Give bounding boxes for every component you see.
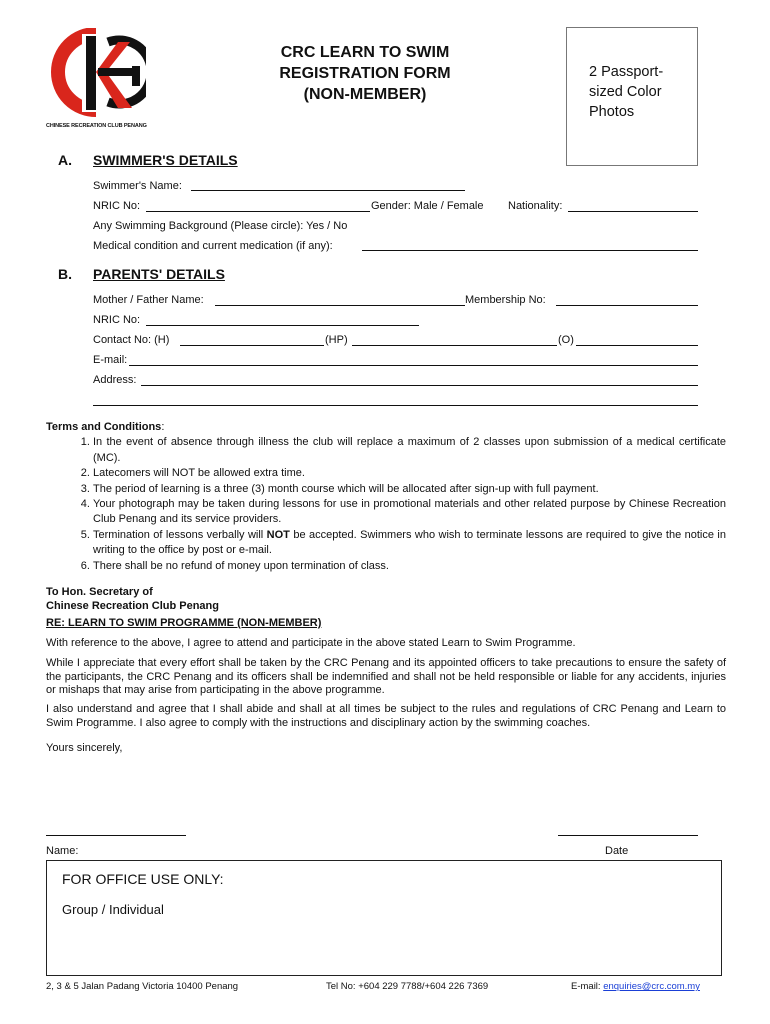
medical-condition-label: Medical condition and current medication (if any): <box>93 240 333 252</box>
contact-hp-field[interactable] <box>352 345 557 346</box>
title-line: (NON-MEMBER) <box>303 86 427 103</box>
terms-item: 4. Your photograph may be taken during lessons for use in promotional materials and other related purpose by Chinese Recreation Club Penang and its service providers. <box>93 497 726 528</box>
parent-name-label: Mother / Father Name: <box>93 294 204 306</box>
title-line: CRC LEARN TO SWIM <box>280 44 450 61</box>
signature-line[interactable] <box>46 835 186 836</box>
contact-office-label: (O) <box>558 334 574 346</box>
swimmer-name-field[interactable] <box>191 190 465 191</box>
letter-paragraph-3: I also understand and agree that I shall abide and shall at all times be subject to the rules and regulations of CRC Penang and Learn to Swim Programme. I also agree to comply with the instructions and disciplinary action by the swimming coaches. <box>46 703 726 729</box>
section-b-letter: B. <box>58 266 72 282</box>
address-label: Address: <box>93 374 137 386</box>
swimmer-nric-field[interactable] <box>146 211 370 212</box>
parent-name-field[interactable] <box>215 305 465 306</box>
section-a-title: SWIMMER'S DETAILS <box>93 152 238 168</box>
letter-paragraph-2: While I appreciate that every effort shall be taken by the CRC Penang and its appointed officers to take precautions to ensure the safety of the participants, the CRC Penang and its officers shall be indemnified and shall not be held responsible or liable for any accidents, injuries or mishaps that may arise from participating in the above programme. <box>46 657 726 697</box>
parent-nric-label: NRIC No: <box>93 314 141 326</box>
gender-label: Gender: Male / Female <box>371 200 484 212</box>
logo-caption: CHINESE RECREATION CLUB PENANG <box>46 123 147 129</box>
contact-home-label: Contact No: (H) <box>93 334 170 346</box>
email-label: E-mail: <box>93 354 128 366</box>
date-line[interactable] <box>558 835 698 836</box>
section-b-title: PARENTS' DETAILS <box>93 266 225 282</box>
photo-instructions <box>589 62 689 122</box>
terms-item: 5. Termination of lessons verbally will NOT be accepted. Swimmers who wish to terminate lessons are required to give the notice in writing to the office by post or e-mail. <box>93 528 726 559</box>
contact-home-field[interactable] <box>180 345 324 346</box>
title-line: REGISTRATION FORM <box>279 65 451 82</box>
letter-paragraph-1: With reference to the above, I agree to attend and participate in the above stated Learn to Swim Programme. <box>46 637 576 649</box>
name-label: Name: <box>46 845 79 857</box>
terms-item: 6. There shall be no refund of money upon termination of class. <box>93 559 726 574</box>
membership-label: Membership No: <box>465 294 546 306</box>
contact-office-field[interactable] <box>576 345 698 346</box>
membership-field[interactable] <box>556 305 698 306</box>
re-line: RE: LEARN TO SWIM PROGRAMME (NON-MEMBER) <box>46 617 322 629</box>
addressee <box>46 585 219 613</box>
swimmer-nric-label: NRIC No: <box>93 200 141 212</box>
club-logo <box>46 28 146 128</box>
address-field-line-2[interactable] <box>93 405 698 406</box>
office-use-title: FOR OFFICE USE ONLY: <box>62 871 224 887</box>
nationality-label: Nationality: <box>508 200 563 212</box>
footer-email <box>571 981 700 992</box>
address-field[interactable] <box>141 385 698 386</box>
swimming-background-label[interactable]: Any Swimming Background (Please circle): Yes / No <box>93 220 348 232</box>
terms-and-conditions <box>46 420 726 574</box>
date-label: Date <box>605 845 629 857</box>
email-field[interactable] <box>129 365 698 366</box>
parent-nric-field[interactable] <box>146 325 419 326</box>
closing: Yours sincerely, <box>46 742 123 754</box>
contact-hp-label: (HP) <box>325 334 348 346</box>
swimmer-name-label: Swimmer's Name: <box>93 180 182 192</box>
footer-email-label: E-mail: <box>571 981 604 992</box>
crc-logo-icon <box>46 28 146 118</box>
terms-item: 2. Latecomers will NOT be allowed extra time. <box>93 466 726 481</box>
footer-tel: Tel No: +604 229 7788/+604 226 7369 <box>326 981 489 992</box>
medical-condition-field[interactable] <box>362 250 698 251</box>
photo-line: sized Color <box>589 84 662 100</box>
nationality-field[interactable] <box>568 211 698 212</box>
photo-line: 2 Passport- <box>589 64 664 80</box>
section-a-letter: A. <box>58 152 72 168</box>
email-link[interactable]: enquiries@crc.com.my <box>603 981 700 992</box>
group-individual-label[interactable]: Group / Individual <box>62 902 164 917</box>
addressee-line: To Hon. Secretary of <box>46 586 153 598</box>
photo-line: Photos <box>589 104 635 120</box>
terms-item: 3. The period of learning is a three (3) month course which will be allocated after sign-up with full payment. <box>93 482 726 497</box>
form-title <box>240 42 490 105</box>
terms-item: 1. In the event of absence through illness the club will replace a maximum of 2 classes upon submission of a medical certificate (MC). <box>93 435 726 466</box>
terms-heading: Terms and Conditions: <box>46 421 165 433</box>
addressee-line: Chinese Recreation Club Penang <box>46 600 219 612</box>
footer-address: 2, 3 & 5 Jalan Padang Victoria 10400 Penang <box>46 981 239 992</box>
